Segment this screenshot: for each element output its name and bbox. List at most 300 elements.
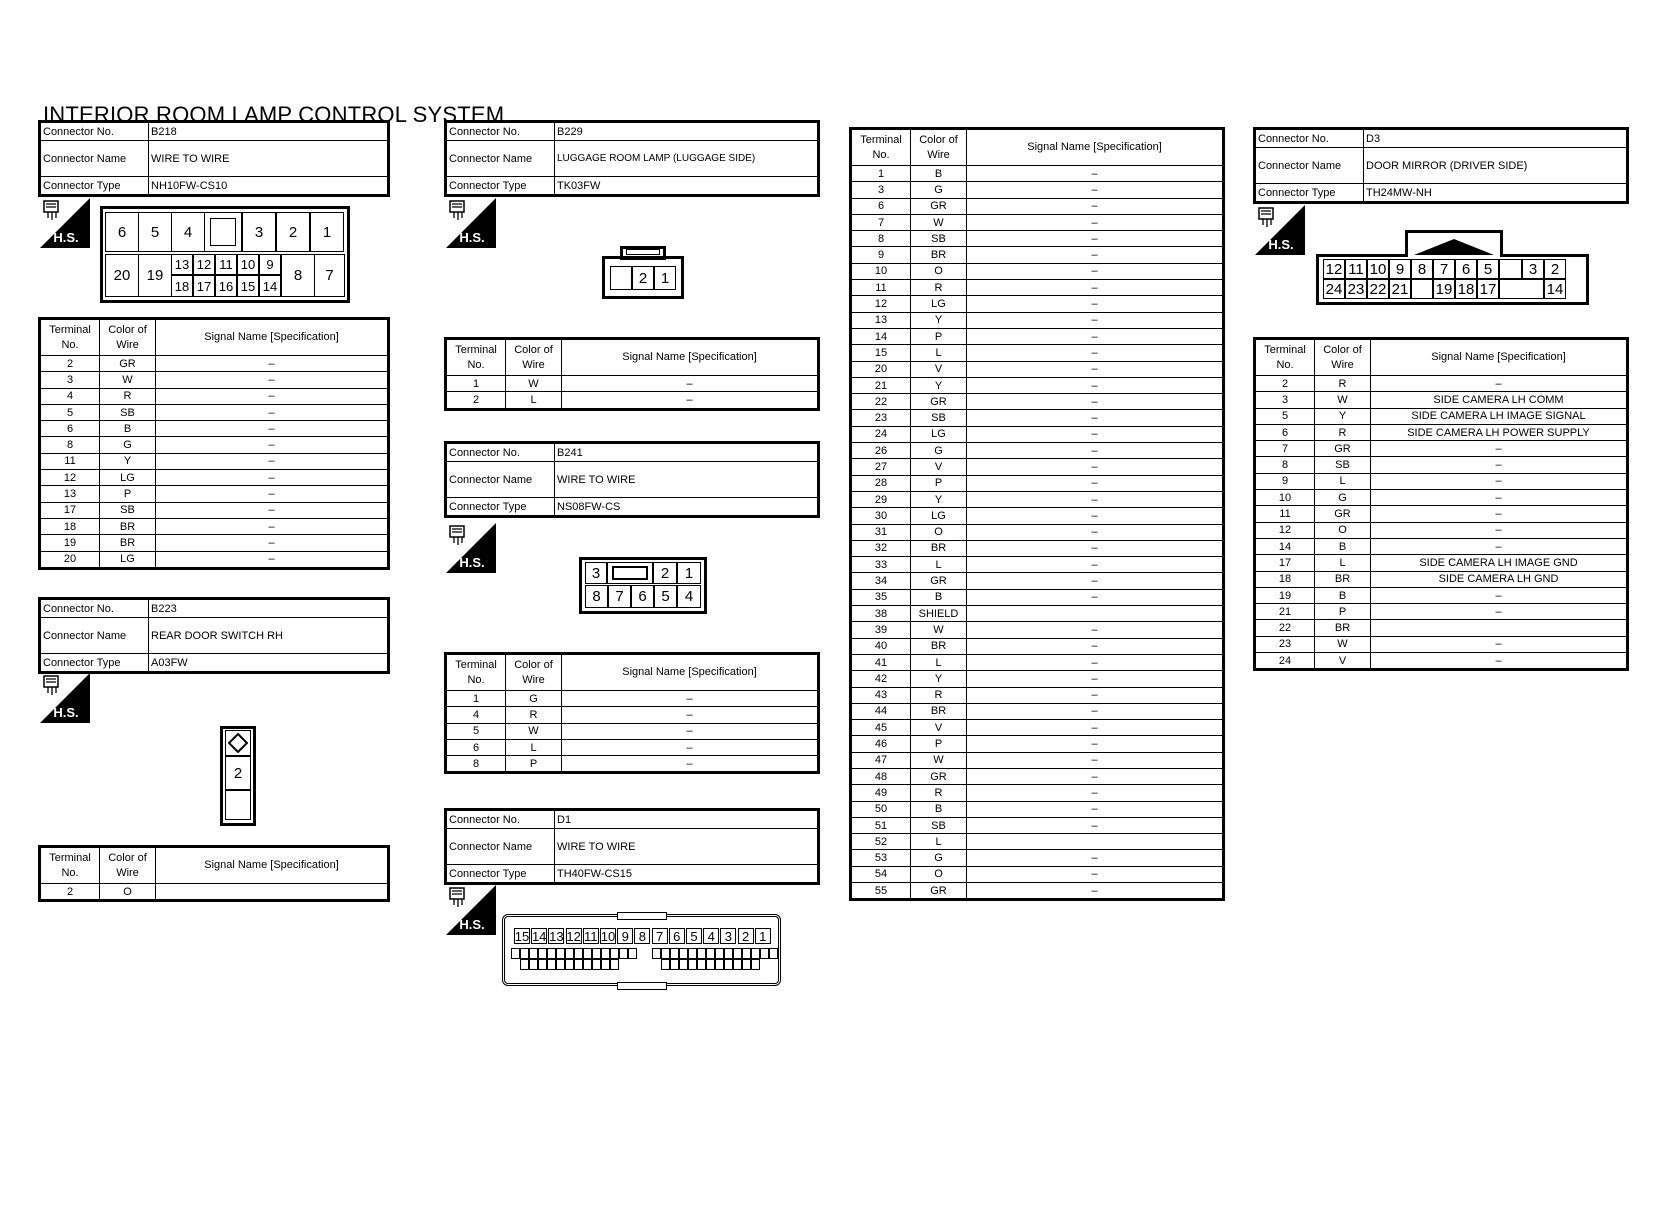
cell-signal: – — [967, 312, 1224, 328]
header-signal-name: Signal Name [Specification] — [562, 654, 819, 691]
table-row — [1255, 620, 1628, 636]
cell-signal: – — [967, 394, 1224, 410]
cell-color: Y — [100, 453, 156, 469]
cell-signal: – — [967, 573, 1224, 589]
signal-table — [444, 652, 820, 774]
pin-cell: 7 — [1433, 259, 1455, 279]
cell-signal: – — [1371, 473, 1628, 489]
connector-name-value: WIRE TO WIRE — [555, 829, 819, 865]
label-connector-no: Connector No. — [40, 122, 149, 141]
connector-name-value: LUGGAGE ROOM LAMP (LUGGAGE SIDE) — [555, 141, 819, 177]
cell-color: GR — [911, 573, 967, 589]
pin-cell — [628, 948, 637, 959]
cell-color: W — [911, 214, 967, 230]
cell-color: B — [100, 421, 156, 437]
cell-color: W — [100, 372, 156, 388]
pin-cell: 6 — [631, 585, 654, 608]
key-tab — [617, 982, 667, 990]
cell-terminal: 46 — [851, 736, 911, 752]
signal-table-d3 — [1253, 337, 1629, 671]
cell-color: G — [1315, 490, 1371, 506]
cell-terminal: 15 — [851, 345, 911, 361]
pin-cell: 4 — [171, 212, 205, 252]
cell-signal: – — [967, 638, 1224, 654]
pin-cell: 18 — [1455, 279, 1477, 299]
cell-color: L — [911, 557, 967, 573]
table-row — [851, 182, 1224, 198]
cell-color: L — [506, 739, 562, 755]
cell-terminal: 2 — [40, 884, 100, 901]
pin-cell — [538, 948, 547, 959]
header-terminal-no: Terminal No. — [40, 847, 100, 884]
table-row — [1255, 555, 1628, 571]
pin-cell — [529, 959, 538, 970]
pin-cell: 4 — [703, 928, 719, 944]
cell-color: G — [506, 691, 562, 707]
table-row — [851, 361, 1224, 377]
pin-cell: 1 — [677, 562, 701, 584]
table-row — [40, 502, 389, 518]
cell-color: R — [911, 280, 967, 296]
cell-signal: – — [967, 475, 1224, 491]
cell-signal: – — [156, 535, 389, 551]
label-connector-name: Connector Name — [446, 829, 555, 865]
label-connector-type: Connector Type — [446, 498, 555, 517]
cell-terminal: 53 — [851, 850, 911, 866]
cell-terminal: 22 — [851, 394, 911, 410]
cell-signal: – — [156, 356, 389, 372]
pin-cell: 12 — [566, 928, 581, 944]
hs-label: H.S. — [459, 917, 485, 932]
hs-label: H.S. — [459, 230, 485, 245]
pin-cell — [724, 959, 733, 970]
cell-color: B — [1315, 538, 1371, 554]
pin-cell — [652, 948, 661, 959]
cell-color: GR — [1315, 506, 1371, 522]
connector-no-value: B241 — [555, 443, 819, 462]
pin-cell — [760, 948, 769, 959]
cell-terminal: 20 — [40, 551, 100, 568]
table-row — [40, 421, 389, 437]
pin-cell — [626, 249, 660, 255]
pin-cell: 15 — [237, 275, 259, 297]
connector-name-value: REAR DOOR SWITCH RH — [149, 618, 389, 654]
cell-signal: – — [967, 231, 1224, 247]
cell-color: SB — [100, 404, 156, 420]
cell-color: BR — [911, 638, 967, 654]
pin-cell: 3 — [242, 212, 276, 252]
cell-color: Y — [911, 491, 967, 507]
cell-color: GR — [1315, 441, 1371, 457]
cell-terminal: 49 — [851, 785, 911, 801]
connector-type-value: NH10FW-CS10 — [149, 177, 389, 196]
pin-cell: 2 — [738, 928, 754, 944]
pin-cell — [1499, 259, 1522, 279]
pin-cell: 16 — [215, 275, 237, 297]
connector-name-value: DOOR MIRROR (DRIVER SIDE) — [1364, 148, 1628, 184]
cell-terminal: 18 — [1255, 571, 1315, 587]
pin-cell — [670, 948, 679, 959]
cell-signal: SIDE CAMERA LH GND — [1371, 571, 1628, 587]
header-color-of-wire: Color of Wire — [100, 847, 156, 884]
cell-color: B — [911, 166, 967, 182]
cell-color: Y — [911, 312, 967, 328]
cell-terminal: 8 — [851, 231, 911, 247]
cell-signal — [1371, 620, 1628, 636]
cell-color: V — [911, 361, 967, 377]
cell-terminal: 52 — [851, 834, 911, 850]
cell-signal: – — [967, 508, 1224, 524]
connector-hood — [1405, 230, 1503, 257]
pin-cell: 14 — [259, 275, 281, 297]
pin-cell — [610, 266, 632, 290]
table-row — [40, 437, 389, 453]
table-row — [40, 356, 389, 372]
label-connector-type: Connector Type — [446, 177, 555, 196]
cell-signal: – — [967, 296, 1224, 312]
harness-side-icon — [40, 198, 90, 248]
pin-cell: 10 — [1367, 259, 1389, 279]
pin-cell: 14 — [531, 928, 547, 944]
pin-cell — [706, 959, 715, 970]
cell-terminal: 8 — [446, 756, 506, 773]
connector-no-value: B218 — [149, 122, 389, 141]
signal-table-d1 — [849, 127, 1225, 901]
connector-no-value: B229 — [555, 122, 819, 141]
table-row — [40, 404, 389, 420]
cell-signal: – — [156, 486, 389, 502]
pin-cell: 1 — [755, 928, 771, 944]
pin-cell: 5 — [654, 585, 677, 608]
cell-signal: – — [562, 723, 819, 739]
cell-signal: – — [967, 182, 1224, 198]
pin-cell: 13 — [171, 254, 193, 275]
cell-signal: – — [562, 707, 819, 723]
pin-cell: 10 — [600, 928, 616, 944]
cell-signal: – — [967, 459, 1224, 475]
pin-cell: 7 — [652, 928, 668, 944]
cell-signal: – — [967, 247, 1224, 263]
cell-terminal: 2 — [446, 392, 506, 409]
header-terminal-no: Terminal No. — [446, 339, 506, 376]
cell-terminal: 24 — [851, 426, 911, 442]
pin-cell — [601, 959, 610, 970]
cell-terminal: 35 — [851, 589, 911, 605]
cell-color: B — [1315, 587, 1371, 603]
cell-color: W — [1315, 636, 1371, 652]
cell-signal: – — [967, 687, 1224, 703]
pin-cell — [661, 948, 670, 959]
table-row — [1255, 653, 1628, 670]
pin-cell: 2 — [653, 562, 677, 584]
pin-cell — [1411, 279, 1433, 299]
header-signal-name: Signal Name [Specification] — [156, 319, 389, 356]
pin-cell — [565, 948, 574, 959]
pin-cell: 2 — [632, 266, 654, 290]
connector-face-b241 — [579, 557, 707, 614]
cell-signal: – — [967, 426, 1224, 442]
hs-label: H.S. — [459, 555, 485, 570]
pin-cell: 12 — [193, 254, 215, 275]
cell-signal: – — [967, 703, 1224, 719]
pin-cell — [697, 959, 706, 970]
cell-color: P — [506, 756, 562, 773]
cell-terminal: 19 — [40, 535, 100, 551]
pin-cell: 7 — [314, 254, 345, 297]
table-row — [851, 573, 1224, 589]
table-row — [446, 756, 819, 773]
pin-cell: 10 — [237, 254, 259, 275]
connector-no-value: B223 — [149, 599, 389, 618]
cell-color: L — [911, 834, 967, 850]
cell-color: P — [911, 736, 967, 752]
cell-terminal: 39 — [851, 622, 911, 638]
connector-info-d3 — [1253, 127, 1629, 204]
pin-cell — [547, 959, 556, 970]
cell-signal: – — [156, 388, 389, 404]
cell-terminal: 47 — [851, 752, 911, 768]
cell-color: SB — [911, 817, 967, 833]
polarity-mark-icon — [1408, 233, 1500, 257]
pin-cell: 22 — [1367, 279, 1389, 299]
cell-terminal: 10 — [1255, 490, 1315, 506]
cell-terminal: 23 — [1255, 636, 1315, 652]
cell-signal: – — [967, 785, 1224, 801]
cell-terminal: 21 — [1255, 604, 1315, 620]
pin-cell — [679, 959, 688, 970]
cell-color: O — [911, 524, 967, 540]
pin-cell: 3 — [1522, 259, 1544, 279]
connector-no-value: D3 — [1364, 129, 1628, 148]
cell-terminal: 19 — [1255, 587, 1315, 603]
table-row — [851, 166, 1224, 182]
cell-color: BR — [911, 703, 967, 719]
cell-signal: – — [156, 421, 389, 437]
table-row — [851, 589, 1224, 605]
label-connector-no: Connector No. — [446, 443, 555, 462]
cell-signal: – — [967, 198, 1224, 214]
table-row — [40, 518, 389, 534]
pin-cell: 12 — [1323, 259, 1345, 279]
cell-terminal: 45 — [851, 720, 911, 736]
table-row — [40, 372, 389, 388]
table-row — [851, 720, 1224, 736]
signal-table — [1253, 337, 1629, 671]
cell-signal: – — [967, 622, 1224, 638]
table-row — [851, 247, 1224, 263]
cell-color: BR — [911, 540, 967, 556]
hs-label: H.S. — [53, 705, 79, 720]
table-row — [851, 377, 1224, 393]
connector-info-d1 — [444, 808, 820, 885]
harness-side-icon — [446, 523, 496, 573]
cell-signal: – — [967, 540, 1224, 556]
cell-terminal: 5 — [1255, 408, 1315, 424]
cell-terminal: 34 — [851, 573, 911, 589]
table-row — [1255, 587, 1628, 603]
cell-color: GR — [911, 394, 967, 410]
cell-terminal: 12 — [40, 470, 100, 486]
header-terminal-no: Terminal No. — [851, 129, 911, 166]
harness-side-icon — [446, 885, 496, 935]
header-color-of-wire: Color of Wire — [506, 339, 562, 376]
pin-cell: 17 — [1477, 279, 1499, 299]
pin-cell — [751, 948, 760, 959]
pin-cell: 2 — [1544, 259, 1566, 279]
cell-terminal: 2 — [40, 356, 100, 372]
cell-signal: SIDE CAMERA LH COMM — [1371, 392, 1628, 408]
table-row — [446, 739, 819, 755]
cell-color: O — [1315, 522, 1371, 538]
cell-terminal: 1 — [446, 376, 506, 392]
cell-terminal: 4 — [40, 388, 100, 404]
pin-cell — [529, 948, 538, 959]
label-connector-no: Connector No. — [446, 810, 555, 829]
pin-cell — [520, 959, 529, 970]
table-row — [851, 394, 1224, 410]
cell-color: P — [100, 486, 156, 502]
pin-cell — [601, 948, 610, 959]
table-row — [851, 606, 1224, 622]
signal-table — [444, 337, 820, 411]
connector-info-b218 — [38, 120, 390, 197]
header-signal-name: Signal Name [Specification] — [1371, 339, 1628, 376]
cell-color: W — [506, 376, 562, 392]
pin-cell: 6 — [105, 212, 139, 252]
hs-label: H.S. — [53, 230, 79, 245]
table-row — [851, 345, 1224, 361]
cell-color: P — [911, 475, 967, 491]
cell-terminal: 48 — [851, 768, 911, 784]
table-row — [851, 622, 1224, 638]
connector-info-b223 — [38, 597, 390, 674]
harness-side-icon — [40, 673, 90, 723]
cell-terminal: 28 — [851, 475, 911, 491]
cell-terminal: 3 — [1255, 392, 1315, 408]
table-row — [40, 453, 389, 469]
pin-cell — [556, 959, 565, 970]
label-connector-name: Connector Name — [446, 462, 555, 498]
cell-terminal: 2 — [1255, 376, 1315, 392]
table-row — [851, 540, 1224, 556]
cell-color: R — [506, 707, 562, 723]
table-row — [1255, 636, 1628, 652]
cell-color: P — [1315, 604, 1371, 620]
pin-cell — [583, 948, 592, 959]
connector-name-value: WIRE TO WIRE — [555, 462, 819, 498]
cell-terminal: 14 — [851, 328, 911, 344]
label-connector-type: Connector Type — [446, 865, 555, 884]
connector-type-value: TH24MW-NH — [1364, 184, 1628, 203]
cell-color: BR — [1315, 571, 1371, 587]
pin-cell — [715, 959, 724, 970]
cell-terminal: 51 — [851, 817, 911, 833]
cell-signal: – — [967, 280, 1224, 296]
pin-cell: 4 — [677, 585, 701, 608]
cell-signal: – — [1371, 522, 1628, 538]
pin-cell — [679, 948, 688, 959]
table-row — [446, 376, 819, 392]
pin-cell — [670, 959, 679, 970]
cell-color: Y — [1315, 408, 1371, 424]
signal-table-b218 — [38, 317, 390, 570]
cell-signal: SIDE CAMERA LH POWER SUPPLY — [1371, 424, 1628, 440]
cell-color: L — [1315, 555, 1371, 571]
cell-terminal: 3 — [40, 372, 100, 388]
pin-cell — [769, 948, 778, 959]
pin-cell — [661, 959, 670, 970]
cell-color: SHIELD — [911, 606, 967, 622]
pin-cell: 3 — [720, 928, 736, 944]
label-connector-name: Connector Name — [1255, 148, 1364, 184]
cell-terminal: 13 — [851, 312, 911, 328]
cell-terminal: 3 — [851, 182, 911, 198]
cell-color: LG — [100, 470, 156, 486]
pin-cell — [592, 959, 601, 970]
table-row — [40, 388, 389, 404]
cell-terminal: 5 — [446, 723, 506, 739]
cell-terminal: 31 — [851, 524, 911, 540]
connector-type-value: A03FW — [149, 654, 389, 673]
cell-terminal: 14 — [1255, 538, 1315, 554]
pin-cell: 2 — [225, 756, 251, 790]
table-row — [851, 231, 1224, 247]
cell-terminal: 10 — [851, 263, 911, 279]
cell-color: R — [911, 785, 967, 801]
pin-cell: 13 — [549, 928, 564, 944]
cell-terminal: 11 — [40, 453, 100, 469]
cell-color: O — [100, 884, 156, 901]
connector-type-value: TH40FW-CS15 — [555, 865, 819, 884]
key-diamond-icon — [228, 733, 248, 753]
cell-terminal: 6 — [1255, 424, 1315, 440]
cell-signal — [967, 834, 1224, 850]
cell-terminal: 17 — [40, 502, 100, 518]
table-row — [1255, 604, 1628, 620]
lock-slot — [612, 566, 648, 580]
header-terminal-no: Terminal No. — [40, 319, 100, 356]
pin-cell: 6 — [669, 928, 685, 944]
cell-color: G — [911, 850, 967, 866]
table-row — [851, 768, 1224, 784]
cell-signal: – — [1371, 506, 1628, 522]
connector-type-value: TK03FW — [555, 177, 819, 196]
table-row — [851, 654, 1224, 670]
cell-signal: – — [156, 551, 389, 568]
cell-signal: – — [967, 557, 1224, 573]
cell-signal: – — [967, 263, 1224, 279]
table-row — [1255, 457, 1628, 473]
cell-color: Y — [911, 671, 967, 687]
pin-cell: 24 — [1323, 279, 1345, 299]
cell-terminal: 18 — [40, 518, 100, 534]
cell-signal: – — [156, 453, 389, 469]
signal-table — [38, 317, 390, 570]
table-row — [851, 312, 1224, 328]
cell-signal: – — [967, 166, 1224, 182]
cell-terminal: 7 — [851, 214, 911, 230]
label-connector-no: Connector No. — [40, 599, 149, 618]
cell-terminal: 8 — [40, 437, 100, 453]
table-row — [851, 198, 1224, 214]
cell-terminal: 1 — [851, 166, 911, 182]
pin-cell — [556, 948, 565, 959]
cell-color: BR — [100, 518, 156, 534]
cell-signal: – — [1371, 587, 1628, 603]
pin-cell: 20 — [105, 254, 139, 297]
cell-signal: – — [967, 654, 1224, 670]
cell-signal: – — [1371, 490, 1628, 506]
